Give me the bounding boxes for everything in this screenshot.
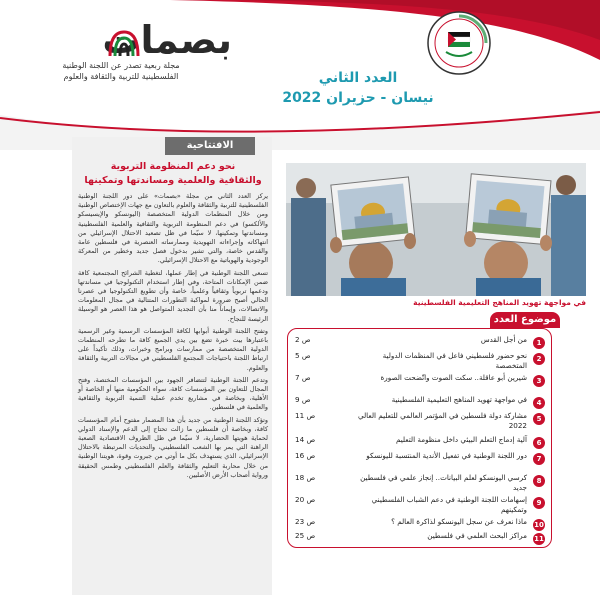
toc-item-number: 7	[533, 453, 545, 465]
toc-item-title: نحو حضور فلسطيني فاعل في المنظمات الدولية المتخصصة	[382, 351, 527, 370]
toc-item-title: كرسي اليونسكو لعلم البيانات.. إنجاز علمي في فلسطين جديد	[360, 473, 527, 492]
logo-subtitle	[26, 60, 216, 82]
editorial-title	[80, 160, 266, 188]
editorial-paragraph: وتؤكد اللجنة الوطنية من جديد بأن هذا المضمار مفتوح أمام المؤسسات كافة، وبخاصة أن فلسطين ما زالت تحتاج إلى الدعم والإسناد الدولي لحماية هويتها الحضارية، لا سيّما في ظل الظروف الاقتصادية الصعبة الراهنة التي يمر بها الشعب الفلسطيني، والتحديات المرتبطة بالاحتلال الإسرائيلي، الذي يستهدف بكل ما أوتي من جبروت وقوة، هويتنا الوطنية من خلال محاربة التعليم والثقافة والعلم الفلسطيني وطمس الحقيقة ورواية أصحاب الأرض الأصليين.	[78, 415, 268, 479]
logo-subtitle-line2: الفلسطينية للتربية والثقافة والعلوم	[63, 72, 179, 81]
toc-item-page: ص 23	[295, 517, 316, 526]
toc-item-page: ص 16	[295, 451, 316, 460]
editorial-tab: الافتتاحية	[165, 137, 255, 155]
toc-item-title: مشاركة دولة فلسطين في المؤتمر العالمي للتعليم العالي 2022	[357, 411, 527, 430]
toc-item-title: مراكز البحث العلمي في فلسطين	[427, 531, 527, 540]
toc-item-page: ص 25	[295, 531, 316, 540]
toc-item[interactable]	[295, 495, 545, 517]
toc-item[interactable]	[295, 373, 545, 395]
toc-item[interactable]	[295, 351, 545, 373]
toc-item-number: 9	[533, 497, 545, 509]
toc-tab: موضوع العدد	[490, 312, 560, 328]
editorial-title-line2: والثقافية والعلمية ومساندتها وتمكينها	[84, 175, 262, 186]
toc-item-number: 5	[533, 413, 545, 425]
table-of-contents	[287, 328, 552, 548]
editorial-title-line1: نحو دعم المنظومة التربوية	[110, 161, 236, 172]
toc-item-page: ص 7	[295, 373, 311, 382]
toc-item[interactable]	[295, 473, 545, 495]
cover-photo-students	[286, 163, 586, 296]
logo-wordmark: بصمات	[102, 18, 232, 62]
editorial-paragraph: وتفتح اللجنة الوطنية أبوابها لكافة المؤسسات الرسمية وغير الرسمية باعتبارها بيت خبرة تضع بين يدي الجميع كافة ما تطرحه المنظمات الدولية المتخصصة من ممارسات وبرامج وخبرات، وذلك تأكيداً على ارتباط اللجنة باحتياجات المجتمع الفلسطيني في مجالات التربية والثقافة والعلوم.	[78, 326, 268, 372]
toc-item-number: 8	[533, 475, 545, 487]
toc-item-title: آلية إدماج التعلم البيئي داخل منظومة التعليم	[395, 435, 527, 444]
logo-subtitle-line1: مجلة ربعية تصدر عن اللجنة الوطنية	[62, 61, 180, 70]
toc-item[interactable]	[295, 451, 545, 473]
toc-item-title: شيرين أبو عاقلة.. سكت الصوت واتّضحت الصورة	[380, 373, 527, 382]
students-holding-pictures-image	[286, 163, 586, 296]
toc-item-title: ماذا نعرف عن سجل اليونسكو لذاكرة العالم ؟	[391, 517, 527, 526]
toc-item[interactable]	[295, 531, 545, 553]
issue-number: العدد الثاني	[318, 70, 398, 86]
editorial-body	[78, 192, 268, 483]
toc-item-number: 1	[533, 337, 545, 349]
toc-item-number: 11	[534, 535, 544, 543]
toc-item-number: 6	[533, 437, 545, 449]
toc-item-number: 2	[533, 353, 545, 365]
toc-item-page: ص 9	[295, 395, 311, 404]
toc-item-page: ص 20	[295, 495, 316, 504]
toc-item-number: 3	[533, 375, 545, 387]
toc-item[interactable]	[295, 411, 545, 433]
fingerprint-icon	[104, 26, 144, 62]
photo-caption: في مواجهة تهويد المناهج التعليمية الفلسطينية	[413, 298, 586, 307]
editorial-paragraph: وتدعم اللجنة الوطنية لتتضافر الجهود بين المؤسسات المختصة، وفتح المجال للتعاون بين المؤسسات كافة، سواء الحكومية منها أو الخاصة أو الأهلية، وبخاصة في مشاريع تخدم عملية التنمية التربوية والثقافية والعلمية في فلسطين.	[78, 375, 268, 412]
issue-date: نيسان - حزيران 2022	[282, 90, 434, 106]
toc-item-title: إسهامات اللجنة الوطنية في دعم الشباب الفلسطيني وتمكينهم	[371, 495, 527, 514]
palestinian-unesco-commission-emblem	[426, 10, 492, 76]
toc-item-page: ص 5	[295, 351, 311, 360]
toc-item-title: دور اللجنة الوطنية في تفعيل الأندية المنتسبة لليونسكو	[366, 451, 527, 460]
editorial-paragraph: يركز العدد الثاني من مجلة «بصمات» على دور اللجنة الوطنية الفلسطينية للتربية والثقافة والعلوم بالتعاون مع جهات الإختصاص الوطنية ومن خلال المنظمات الدولية المتخصصة (اليونسكو والإيسيسكو والألكسو) في دعم المنظومة التربوية والثقافية والعلمية الفلسطينية ومساندتها وتمكينها، لا سيّما في ظل تصعيد الاحتلال الإسرائيلي من انتهاكاته وإجراءاته التهويدية وممارساته العنصرية في فلسطين عامة والقدس خاصة، والتي تشير بدخول فصل جديد وخطير من المعركة الوجودية والهوياتية مع الاحتلال الإسرائيلي.	[78, 192, 268, 265]
toc-item-page: ص 2	[295, 335, 311, 344]
toc-item-page: ص 11	[295, 411, 316, 420]
toc-item-page: ص 18	[295, 473, 316, 482]
toc-item-number: 10	[534, 521, 544, 529]
editorial-paragraph: تسعى اللجنة الوطنية في إطار عملها، لتغطية الشرائح المجتمعية كافة ضمن الإمكانات المتاحة، وفي إطار استخدام التكنولوجيا في مساندتها ودعمها تربوياً وثقافياً وعلمياً، خاصة وأن تطويع التكنولوجيا في عصرنا الحالي أصبح ضرورة لمواكبة التطورات المتتالية في مجال المعلومات والاتصالات، وإيماناً منا بأن التجديد المتواصل هو هذا العصر هو الوسيلة الرئيسة للنجاح.	[78, 268, 268, 323]
toc-item-title: من أجل القدس	[480, 335, 527, 344]
toc-item-number: 4	[533, 397, 545, 409]
toc-item-title: في مواجهة تهويد المناهج التعليمية الفلسطينية	[391, 395, 527, 404]
toc-item-page: ص 14	[295, 435, 316, 444]
